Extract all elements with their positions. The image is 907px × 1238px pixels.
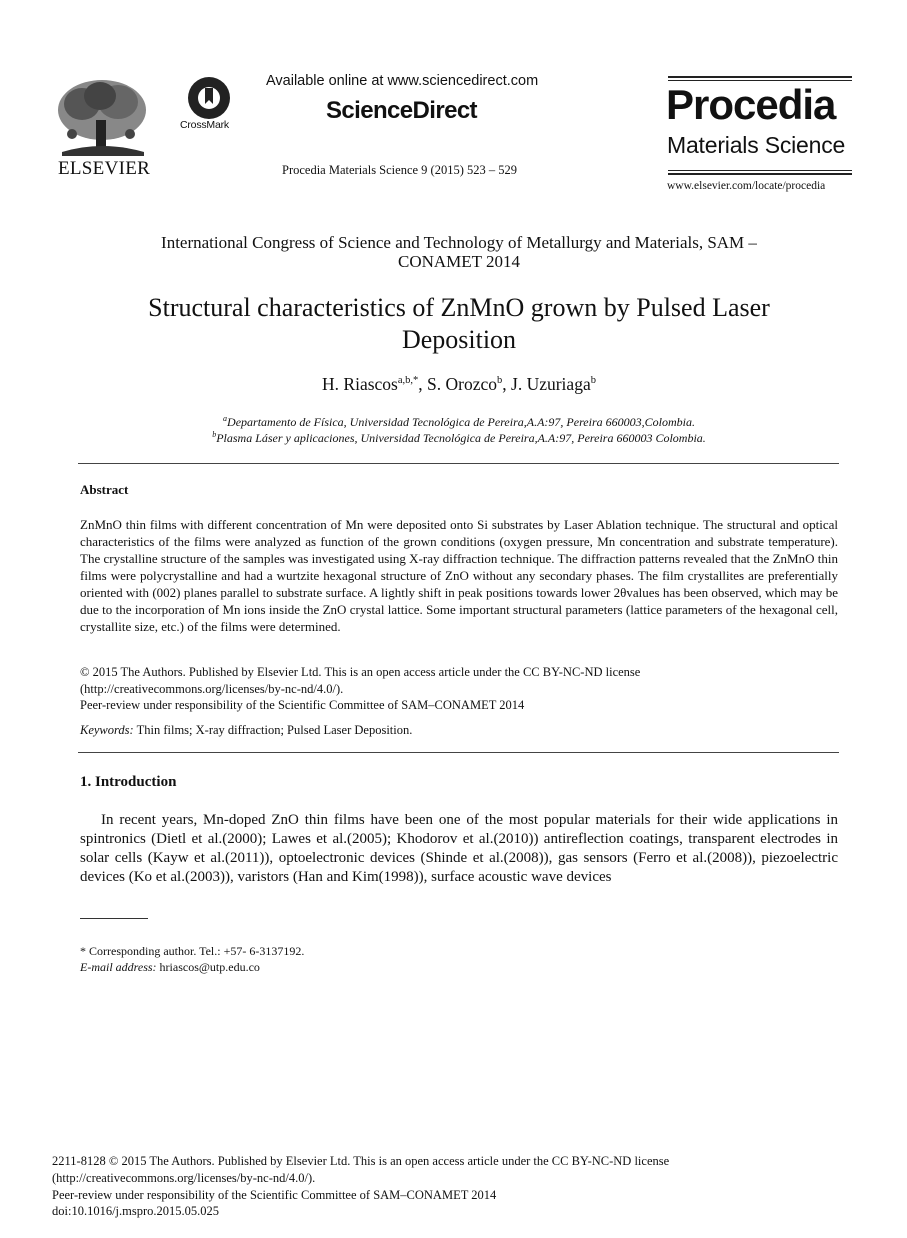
license-notice: © 2015 The Authors. Published by Elsevier Ltd. This is an open access article under the CC BY-NC-ND license (http://creativecommons.org/licenses/by-nc-nd/4.0/). Peer-review under responsibility of the Scientific Committee of SAM–CONAMET 2014: [80, 664, 840, 714]
introduction-text: In recent years, Mn-doped ZnO thin films have been one of the most popular materials for their wide applications in spintronics (Dietl et al.(2000); Lawes et al.(2005); Khodorov et al.(2010)) antireflection coatings, transparent electrodes in solar cells (Kayw et al.(2011)), optoelectronic devices (Shinde et al.(2008)), gas sensors (Ferro et al.(2008)), piezoelectric devices (Ko et al.(2003)), varistors (Han and Kim(1998)), surface acoustic wave devices: [80, 812, 838, 885]
crossmark-label: CrossMark: [180, 119, 229, 131]
keywords: [80, 722, 412, 739]
author-sup: a,b,*: [397, 375, 419, 387]
journal-citation: Procedia Materials Science 9 (2015) 523 – 529: [282, 163, 518, 177]
author-list: H. Riascos$^{a,b,*}$, S. Orozco$^b$, J. Uzuriaga$^b$: [322, 374, 596, 394]
brand-top-rule: [668, 76, 852, 78]
brand-bottom-rule: [668, 170, 852, 171]
corresponding-author: * Corresponding author. Tel.: +57- 6-3137192.: [80, 944, 305, 958]
footnote-rule: [80, 918, 148, 919]
keywords-label: Keywords:: [80, 723, 134, 737]
conference-name: International Congress of Science and Technology of Metallurgy and Materials, SAM – CONAMET 2014: [161, 233, 757, 271]
materials-science-wordmark: Materials Science: [667, 132, 846, 158]
available-online-text[interactable]: Available online at www.sciencedirect.com: [266, 73, 539, 89]
author-sup: b: [497, 375, 503, 387]
footer-license-link[interactable]: (http://creativecommons.org/licenses/by-nc-nd/4.0/).: [52, 1171, 316, 1185]
email-label: E-mail address:: [80, 960, 157, 974]
sciencedirect-logo: ScienceDirect: [326, 97, 477, 124]
journal-url[interactable]: www.elsevier.com/locate/procedia: [667, 180, 826, 192]
elsevier-wordmark: ELSEVIER: [58, 158, 151, 179]
email-line: [80, 959, 260, 975]
abstract-heading: Abstract: [80, 482, 129, 497]
footer-peer-review: Peer-review under responsibility of the Scientific Committee of SAM–CONAMET 2014: [52, 1188, 497, 1202]
affiliation-b: $^b$Plasma Láser y aplicaciones, Universidad Tecnológica de Pereira,A.A:97, Pereira 660003 Colombia.: [212, 430, 706, 445]
author-sup: b: [590, 375, 596, 387]
introduction-heading: 1. Introduction: [80, 774, 177, 790]
affiliation-a: $^a$Departamento de Física, Universidad Tecnológica de Pereira,A.A:97, Pereira 660003,Colombia.: [223, 414, 695, 429]
abstract-top-rule: [78, 463, 839, 464]
license-link[interactable]: (http://creativecommons.org/licenses/by-nc-nd/4.0/).: [80, 681, 344, 696]
author-name: S. Orozco: [427, 374, 498, 394]
footer-doi[interactable]: doi:10.1016/j.mspro.2015.05.025: [52, 1204, 220, 1218]
email-address[interactable]: hriascos@utp.edu.co: [159, 960, 260, 974]
footer-issn-license: 2211-8128 © 2015 The Authors. Published by Elsevier Ltd. This is an open access article under the CC BY-NC-ND license: [52, 1154, 670, 1168]
brand-bottom-rule-thick: [668, 173, 852, 175]
abstract-bottom-rule: [78, 752, 839, 753]
author-name: J. Uzuriaga: [511, 374, 591, 394]
keywords-text: Thin films; X-ray diffraction; Pulsed Laser Deposition.: [136, 723, 413, 737]
abstract-text: ZnMnO thin films with different concentration of Mn were deposited onto Si substrates by Laser Ablation technique. The structural and optical characteristics of the films were analyzed as function of the grown conditions (oxygen pressure, Mn concentration and substrate temperature). The crystalline structure of the samples was investigated using X-ray diffraction technique. The diffraction patterns revealed that the ZnMnO thin films were polycrystalline and had a wurtzite hexagonal structure of ZnO without any secondary phases. The film crystallites are preferentially oriented with (002) planes parallel to substrate surface. A lightly shift in peak positions towards lower 2θvalues has been observed, which may be due to the incorporation of Mn ions inside the ZnO crystal lattice. Some important structural parameters (lattice parameters of the hexagonal cell, crystallite size, etc.) of the films were determined.: [80, 517, 838, 634]
author-name: H. Riascos: [322, 374, 398, 394]
procedia-wordmark: Procedia: [666, 81, 836, 128]
paper-title: Structural characteristics of ZnMnO grown by Pulsed Laser Deposition: [148, 293, 770, 354]
